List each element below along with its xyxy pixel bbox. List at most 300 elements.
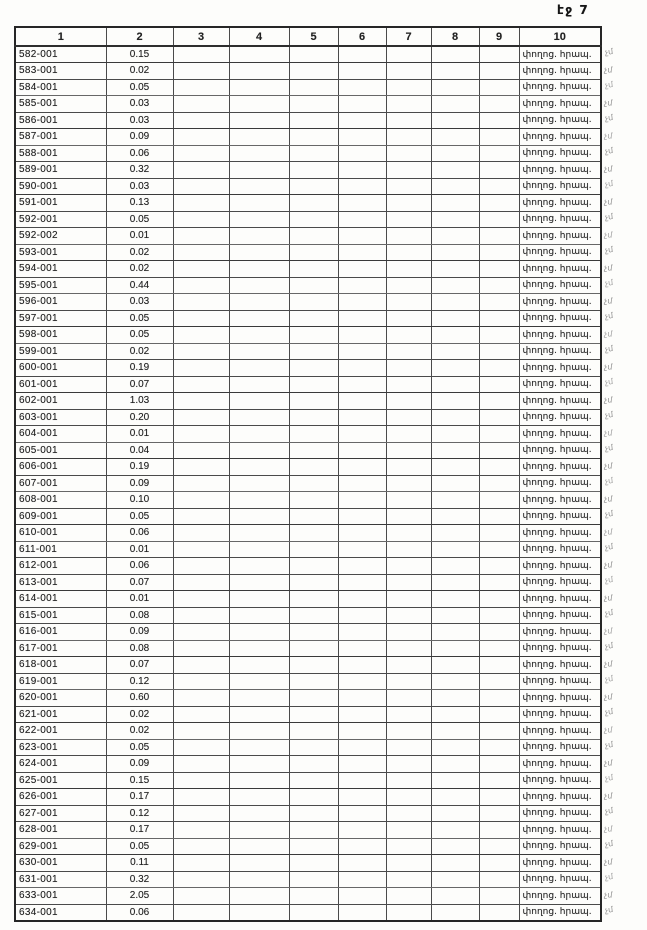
empty-cell xyxy=(431,822,479,839)
empty-cell xyxy=(289,442,338,459)
area-value-cell: 0.05 xyxy=(106,327,173,344)
empty-cell xyxy=(431,591,479,608)
empty-cell xyxy=(289,261,338,278)
empty-cell xyxy=(386,838,431,855)
empty-cell xyxy=(479,657,519,674)
empty-cell xyxy=(338,261,386,278)
empty-cell xyxy=(479,244,519,261)
category-note-cell: փողոց. հրապ. xyxy=(519,409,601,426)
empty-cell xyxy=(338,772,386,789)
empty-cell xyxy=(289,772,338,789)
area-value-cell: 0.07 xyxy=(106,574,173,591)
empty-cell xyxy=(173,294,229,311)
empty-cell xyxy=(173,492,229,509)
area-value-cell: 0.60 xyxy=(106,690,173,707)
area-value-cell: 0.01 xyxy=(106,591,173,608)
empty-cell xyxy=(479,690,519,707)
pencil-mark: չմ xyxy=(604,541,614,552)
empty-cell xyxy=(229,492,289,509)
empty-cell xyxy=(479,376,519,393)
category-note-cell: փողոց. հրապ. xyxy=(519,690,601,707)
margin-annotations xyxy=(604,45,644,920)
empty-cell xyxy=(229,442,289,459)
pencil-mark: չմ xyxy=(603,757,613,768)
empty-cell xyxy=(173,541,229,558)
parcel-id-cell: 591-001 xyxy=(15,195,106,212)
parcel-id-cell: 610-001 xyxy=(15,525,106,542)
empty-cell xyxy=(386,393,431,410)
empty-cell xyxy=(289,294,338,311)
category-note-cell: փողոց. հրապ. xyxy=(519,475,601,492)
empty-cell xyxy=(479,343,519,360)
table-row xyxy=(15,63,601,80)
parcel-id-cell: 615-001 xyxy=(15,607,106,624)
empty-cell xyxy=(338,492,386,509)
empty-cell xyxy=(386,822,431,839)
empty-cell xyxy=(173,79,229,96)
empty-cell xyxy=(173,723,229,740)
header-row xyxy=(15,27,601,46)
area-value-cell: 0.04 xyxy=(106,442,173,459)
parcel-id-cell: 601-001 xyxy=(15,376,106,393)
category-note-cell: փողոց. հրապ. xyxy=(519,855,601,872)
category-note-cell: փողոց. հրապ. xyxy=(519,261,601,278)
empty-cell xyxy=(431,492,479,509)
empty-cell xyxy=(431,624,479,641)
empty-cell xyxy=(431,442,479,459)
empty-cell xyxy=(229,739,289,756)
category-note-cell: փողոց. հրապ. xyxy=(519,772,601,789)
empty-cell xyxy=(431,63,479,80)
empty-cell xyxy=(479,360,519,377)
empty-cell xyxy=(173,756,229,773)
table-row xyxy=(15,376,601,393)
empty-cell xyxy=(338,871,386,888)
category-note-cell: փողոց. հրապ. xyxy=(519,228,601,245)
empty-cell xyxy=(173,426,229,443)
empty-cell xyxy=(386,211,431,228)
empty-cell xyxy=(386,673,431,690)
category-note-cell: փողոց. հրապ. xyxy=(519,838,601,855)
table-row xyxy=(15,294,601,311)
area-value-cell: 0.09 xyxy=(106,756,173,773)
table-row xyxy=(15,558,601,575)
empty-cell xyxy=(289,129,338,146)
empty-cell xyxy=(289,178,338,195)
empty-cell xyxy=(479,706,519,723)
empty-cell xyxy=(479,640,519,657)
empty-cell xyxy=(338,739,386,756)
empty-cell xyxy=(229,673,289,690)
area-value-cell: 0.08 xyxy=(106,607,173,624)
empty-cell xyxy=(431,657,479,674)
pencil-mark: չմ xyxy=(603,328,613,339)
pencil-mark: չմ xyxy=(604,805,614,816)
pencil-mark: չմ xyxy=(603,691,613,702)
empty-cell xyxy=(229,690,289,707)
pencil-mark: չմ xyxy=(603,97,613,108)
empty-cell xyxy=(338,360,386,377)
category-note-cell: փողոց. հրապ. xyxy=(519,343,601,360)
empty-cell xyxy=(431,508,479,525)
empty-cell xyxy=(431,310,479,327)
category-note-cell: փողոց. հրապ. xyxy=(519,657,601,674)
empty-cell xyxy=(431,574,479,591)
category-note-cell: փողոց. հրապ. xyxy=(519,558,601,575)
empty-cell xyxy=(479,475,519,492)
area-value-cell: 0.01 xyxy=(106,541,173,558)
pencil-mark: չմ xyxy=(603,790,613,801)
empty-cell xyxy=(173,129,229,146)
empty-cell xyxy=(173,63,229,80)
empty-cell xyxy=(173,508,229,525)
pencil-mark: չմ xyxy=(604,442,614,453)
empty-cell xyxy=(173,855,229,872)
empty-cell xyxy=(431,706,479,723)
table-row xyxy=(15,657,601,674)
empty-cell xyxy=(173,558,229,575)
table-row xyxy=(15,624,601,641)
parcel-id-cell: 616-001 xyxy=(15,624,106,641)
empty-cell xyxy=(289,211,338,228)
table-row xyxy=(15,475,601,492)
empty-cell xyxy=(289,508,338,525)
empty-cell xyxy=(386,294,431,311)
empty-cell xyxy=(386,442,431,459)
pencil-mark: չմ xyxy=(604,46,614,57)
empty-cell xyxy=(386,888,431,905)
empty-cell xyxy=(173,145,229,162)
empty-cell xyxy=(479,772,519,789)
empty-cell xyxy=(338,838,386,855)
parcel-id-cell: 603-001 xyxy=(15,409,106,426)
pencil-mark: չմ xyxy=(603,460,613,471)
pencil-mark: չմ xyxy=(603,64,613,75)
area-value-cell: 0.44 xyxy=(106,277,173,294)
empty-cell xyxy=(479,195,519,212)
table-row xyxy=(15,459,601,476)
empty-cell xyxy=(289,409,338,426)
category-note-cell: փողոց. հրապ. xyxy=(519,393,601,410)
empty-cell xyxy=(431,228,479,245)
empty-cell xyxy=(479,591,519,608)
empty-cell xyxy=(229,657,289,674)
empty-cell xyxy=(386,871,431,888)
empty-cell xyxy=(173,657,229,674)
table-row xyxy=(15,360,601,377)
area-value-cell: 0.05 xyxy=(106,79,173,96)
empty-cell xyxy=(229,574,289,591)
empty-cell xyxy=(289,459,338,476)
category-note-cell: փողոց. հրապ. xyxy=(519,888,601,905)
parcel-id-cell: 618-001 xyxy=(15,657,106,674)
empty-cell xyxy=(386,723,431,740)
pencil-mark: չմ xyxy=(603,229,613,240)
column-header: 3 xyxy=(173,27,229,46)
category-note-cell: փողոց. հրապ. xyxy=(519,294,601,311)
empty-cell xyxy=(431,211,479,228)
table-row xyxy=(15,673,601,690)
area-value-cell: 1.03 xyxy=(106,393,173,410)
empty-cell xyxy=(173,706,229,723)
empty-cell xyxy=(229,376,289,393)
pencil-mark: չմ xyxy=(603,559,613,570)
empty-cell xyxy=(173,789,229,806)
empty-cell xyxy=(431,772,479,789)
empty-cell xyxy=(173,772,229,789)
parcel-id-cell: 586-001 xyxy=(15,112,106,129)
empty-cell xyxy=(229,261,289,278)
parcel-id-cell: 614-001 xyxy=(15,591,106,608)
empty-cell xyxy=(173,838,229,855)
empty-cell xyxy=(173,442,229,459)
table-row xyxy=(15,310,601,327)
pencil-mark: չմ xyxy=(603,262,613,273)
empty-cell xyxy=(229,756,289,773)
parcel-id-cell: 593-001 xyxy=(15,244,106,261)
empty-cell xyxy=(338,96,386,113)
pencil-mark: չմ xyxy=(603,526,613,537)
empty-cell xyxy=(173,277,229,294)
area-value-cell: 0.03 xyxy=(106,112,173,129)
table-row xyxy=(15,690,601,707)
empty-cell xyxy=(431,888,479,905)
pencil-mark: չմ xyxy=(604,871,614,882)
empty-cell xyxy=(386,376,431,393)
empty-cell xyxy=(289,46,338,63)
empty-cell xyxy=(229,772,289,789)
empty-cell xyxy=(431,244,479,261)
empty-cell xyxy=(173,310,229,327)
table-row xyxy=(15,393,601,410)
category-note-cell: փողոց. հրապ. xyxy=(519,327,601,344)
empty-cell xyxy=(431,409,479,426)
empty-cell xyxy=(229,624,289,641)
table-row xyxy=(15,178,601,195)
empty-cell xyxy=(338,607,386,624)
pencil-mark: չմ xyxy=(603,592,613,603)
empty-cell xyxy=(479,492,519,509)
table-row xyxy=(15,277,601,294)
category-note-cell: փողոց. հրապ. xyxy=(519,244,601,261)
empty-cell xyxy=(173,822,229,839)
empty-cell xyxy=(479,277,519,294)
parcel-id-cell: 599-001 xyxy=(15,343,106,360)
table-row xyxy=(15,525,601,542)
empty-cell xyxy=(479,624,519,641)
empty-cell xyxy=(431,112,479,129)
empty-cell xyxy=(229,178,289,195)
empty-cell xyxy=(479,409,519,426)
empty-cell xyxy=(431,195,479,212)
area-value-cell: 0.15 xyxy=(106,772,173,789)
category-note-cell: փողոց. հրապ. xyxy=(519,706,601,723)
area-value-cell: 0.03 xyxy=(106,96,173,113)
empty-cell xyxy=(479,79,519,96)
empty-cell xyxy=(173,195,229,212)
empty-cell xyxy=(338,640,386,657)
empty-cell xyxy=(431,904,479,921)
empty-cell xyxy=(289,525,338,542)
empty-cell xyxy=(431,805,479,822)
parcel-id-cell: 588-001 xyxy=(15,145,106,162)
table-row xyxy=(15,343,601,360)
empty-cell xyxy=(229,393,289,410)
empty-cell xyxy=(338,327,386,344)
empty-cell xyxy=(289,96,338,113)
empty-cell xyxy=(479,822,519,839)
parcel-id-cell: 582-001 xyxy=(15,46,106,63)
parcel-id-cell: 596-001 xyxy=(15,294,106,311)
parcel-id-cell: 627-001 xyxy=(15,805,106,822)
category-note-cell: փողոց. հրապ. xyxy=(519,178,601,195)
empty-cell xyxy=(289,574,338,591)
pencil-mark: չմ xyxy=(604,409,614,420)
parcel-id-cell: 598-001 xyxy=(15,327,106,344)
table-row xyxy=(15,211,601,228)
parcel-id-cell: 609-001 xyxy=(15,508,106,525)
empty-cell xyxy=(289,657,338,674)
table-header xyxy=(15,27,601,46)
parcel-id-cell: 597-001 xyxy=(15,310,106,327)
empty-cell xyxy=(229,607,289,624)
empty-cell xyxy=(431,640,479,657)
empty-cell xyxy=(289,475,338,492)
category-note-cell: փողոց. հրապ. xyxy=(519,789,601,806)
parcel-id-cell: 623-001 xyxy=(15,739,106,756)
area-value-cell: 0.05 xyxy=(106,838,173,855)
empty-cell xyxy=(479,442,519,459)
empty-cell xyxy=(479,508,519,525)
parcel-id-cell: 613-001 xyxy=(15,574,106,591)
empty-cell xyxy=(338,145,386,162)
table-row xyxy=(15,640,601,657)
empty-cell xyxy=(289,690,338,707)
empty-cell xyxy=(289,640,338,657)
pencil-mark: չմ xyxy=(603,889,613,900)
empty-cell xyxy=(386,558,431,575)
column-header: 5 xyxy=(289,27,338,46)
empty-cell xyxy=(386,327,431,344)
empty-cell xyxy=(173,690,229,707)
category-note-cell: փողոց. հրապ. xyxy=(519,310,601,327)
empty-cell xyxy=(229,409,289,426)
table-row xyxy=(15,409,601,426)
empty-cell xyxy=(431,673,479,690)
empty-cell xyxy=(431,838,479,855)
empty-cell xyxy=(229,475,289,492)
category-note-cell: փողոց. հրապ. xyxy=(519,822,601,839)
table-row xyxy=(15,162,601,179)
empty-cell xyxy=(386,706,431,723)
pencil-mark: չմ xyxy=(604,112,614,123)
empty-cell xyxy=(431,79,479,96)
empty-cell xyxy=(173,607,229,624)
empty-cell xyxy=(479,541,519,558)
pencil-mark: չմ xyxy=(604,244,614,255)
empty-cell xyxy=(289,195,338,212)
empty-cell xyxy=(338,574,386,591)
empty-cell xyxy=(338,195,386,212)
empty-cell xyxy=(338,475,386,492)
empty-cell xyxy=(338,805,386,822)
empty-cell xyxy=(338,63,386,80)
table-row xyxy=(15,706,601,723)
pencil-mark: չմ xyxy=(603,658,613,669)
empty-cell xyxy=(173,162,229,179)
empty-cell xyxy=(289,822,338,839)
empty-cell xyxy=(173,261,229,278)
column-header: 2 xyxy=(106,27,173,46)
pencil-mark: չմ xyxy=(604,79,614,90)
parcel-id-cell: 587-001 xyxy=(15,129,106,146)
empty-cell xyxy=(479,459,519,476)
empty-cell xyxy=(479,327,519,344)
empty-cell xyxy=(338,426,386,443)
area-value-cell: 0.09 xyxy=(106,129,173,146)
empty-cell xyxy=(289,904,338,921)
empty-cell xyxy=(338,343,386,360)
empty-cell xyxy=(289,376,338,393)
empty-cell xyxy=(229,310,289,327)
empty-cell xyxy=(229,723,289,740)
area-value-cell: 0.05 xyxy=(106,739,173,756)
parcel-id-cell: 619-001 xyxy=(15,673,106,690)
empty-cell xyxy=(173,211,229,228)
empty-cell xyxy=(229,706,289,723)
area-value-cell: 0.15 xyxy=(106,46,173,63)
empty-cell xyxy=(338,525,386,542)
category-note-cell: փողոց. հրապ. xyxy=(519,673,601,690)
category-note-cell: փողոց. հրապ. xyxy=(519,277,601,294)
empty-cell xyxy=(386,475,431,492)
empty-cell xyxy=(431,261,479,278)
empty-cell xyxy=(479,574,519,591)
category-note-cell: փողոց. հրապ. xyxy=(519,162,601,179)
area-value-cell: 0.09 xyxy=(106,475,173,492)
empty-cell xyxy=(229,129,289,146)
table-row xyxy=(15,855,601,872)
table-row xyxy=(15,739,601,756)
parcel-id-cell: 634-001 xyxy=(15,904,106,921)
category-note-cell: փողոց. հրապ. xyxy=(519,624,601,641)
empty-cell xyxy=(173,574,229,591)
parcel-id-cell: 617-001 xyxy=(15,640,106,657)
table-row xyxy=(15,756,601,773)
area-value-cell: 0.02 xyxy=(106,63,173,80)
empty-cell xyxy=(289,739,338,756)
empty-cell xyxy=(173,178,229,195)
category-note-cell: փողոց. հրապ. xyxy=(519,904,601,921)
empty-cell xyxy=(173,376,229,393)
empty-cell xyxy=(229,277,289,294)
category-note-cell: փողոց. հրապ. xyxy=(519,756,601,773)
table-row xyxy=(15,129,601,146)
empty-cell xyxy=(479,789,519,806)
empty-cell xyxy=(229,541,289,558)
empty-cell xyxy=(386,310,431,327)
empty-cell xyxy=(386,46,431,63)
empty-cell xyxy=(431,162,479,179)
pencil-mark: չմ xyxy=(603,394,613,405)
empty-cell xyxy=(338,789,386,806)
empty-cell xyxy=(289,426,338,443)
pencil-mark: չմ xyxy=(603,823,613,834)
empty-cell xyxy=(386,508,431,525)
empty-cell xyxy=(386,343,431,360)
empty-cell xyxy=(173,640,229,657)
column-header: 4 xyxy=(229,27,289,46)
